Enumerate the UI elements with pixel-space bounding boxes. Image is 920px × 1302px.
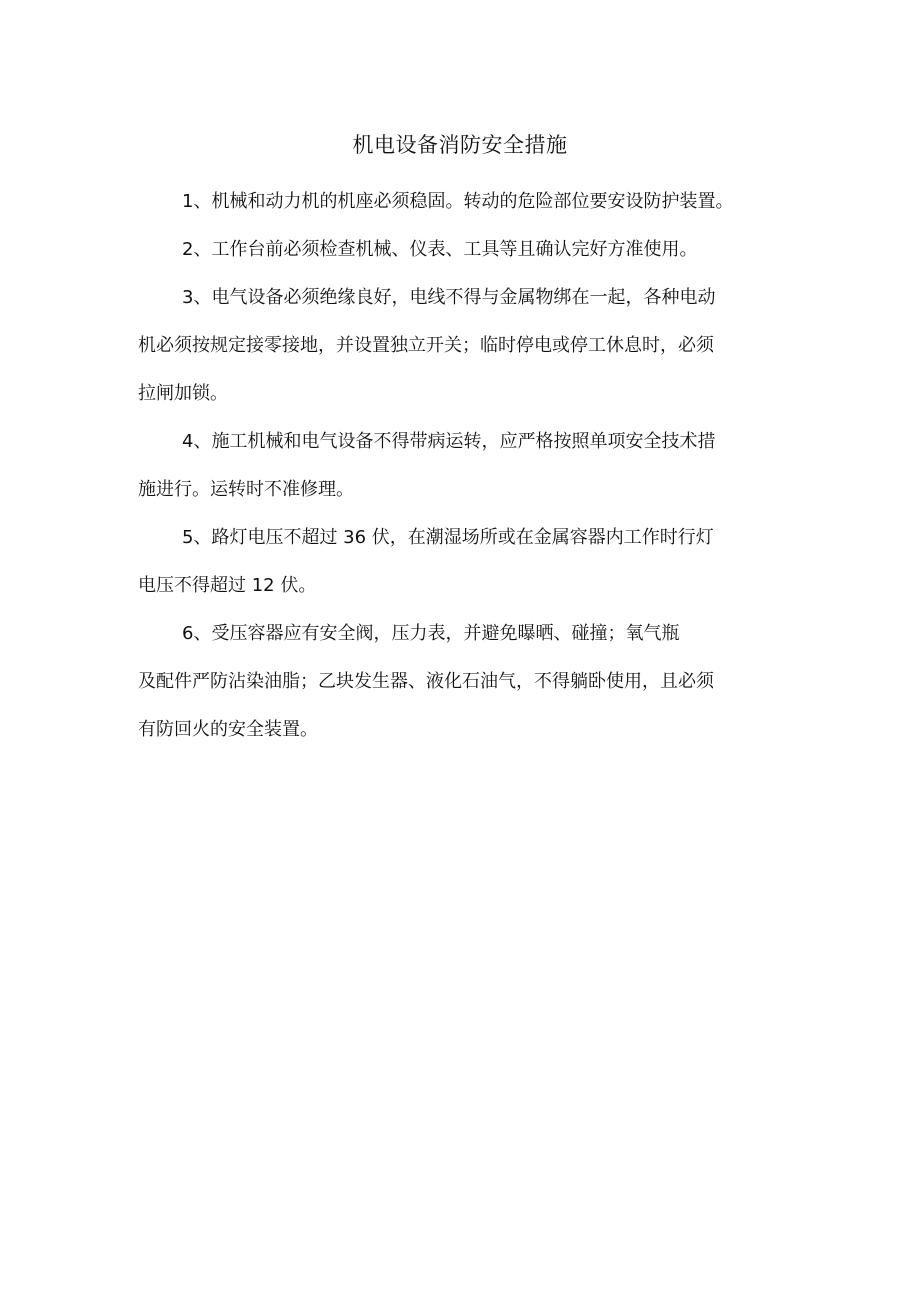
document-body: [138, 178, 798, 754]
document-title: 机电设备消防安全措施: [352, 133, 568, 157]
paragraph-3: 3、电气设备必须绝缘良好，电线不得与金属物绑在一起，各种电动 机必须按规定接零接地，并设置独立开关；临时停电或停工休息时，必须 拉闸加锁。: [138, 287, 716, 404]
paragraph-6: 6、受压容器应有安全阀，压力表，并避免曝晒、碰撞；氧气瓶 及配件严防沾染油脂；乙块发生器、液化石油气，不得躺卧使用，且必须 有防回火的安全装置。: [138, 623, 714, 740]
paragraph-4: 4、施工机械和电气设备不得带病运转，应严格按照单项安全技术措 施进行。运转时不准修理。: [138, 431, 716, 500]
paragraph-1: 1、机械和动力机的机座必须稳固。转动的危险部位要安设防护装置。: [182, 191, 734, 212]
paragraph-2: 2、工作台前必须检查机械、仪表、工具等且确认完好方准使用。: [182, 239, 698, 260]
paragraph-5: 5、路灯电压不超过 36 伏，在潮湿场所或在金属容器内工作时行灯 电压不得超过 12 伏。: [138, 527, 714, 596]
